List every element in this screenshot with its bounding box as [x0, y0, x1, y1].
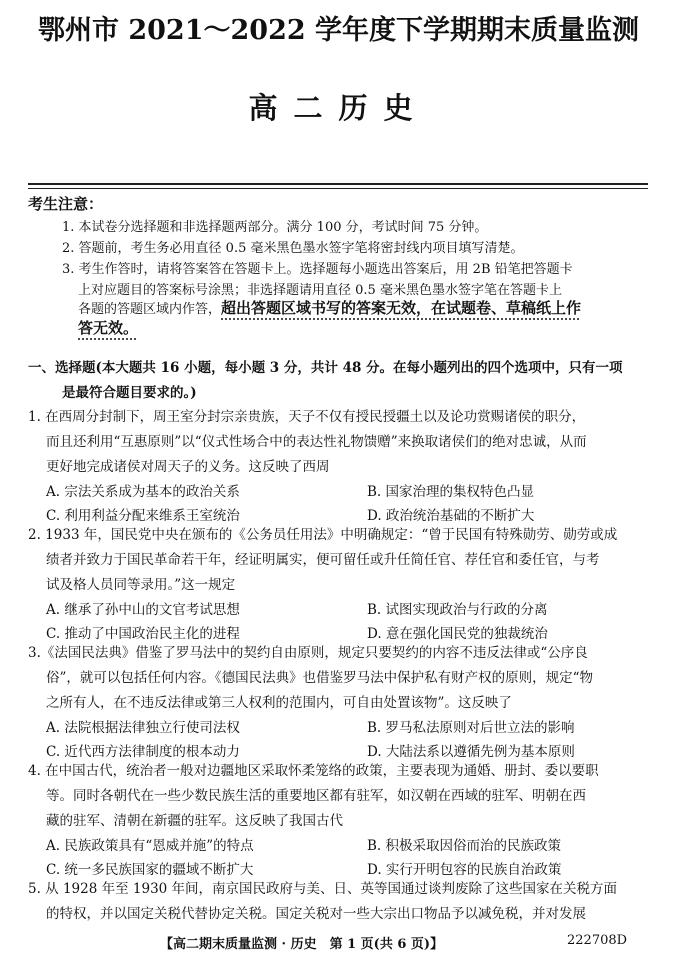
notice-item-3: 3. 考生作答时，请将答案答在答题卡上。选择题每小题选出答案后，用 2B 铅笔把答题卡: [62, 262, 573, 277]
question-1-option-c[interactable]: C. 利用利益分配来维系王室统治: [46, 508, 240, 524]
notice-item-1: 1. 本试卷分选择题和非选择题两部分。满分 100 分，考试时间 75 分钟。: [62, 220, 488, 235]
question-3-line-1: 3.《法国民法典》借鉴了罗马法中的契约自由原则，规定只要契约的内容不违反法律或“公序良: [28, 645, 588, 661]
question-2-option-b[interactable]: B. 试图实现政治与行政的分离: [367, 602, 548, 618]
question-1-option-d[interactable]: D. 政治统治基础的不断扩大: [367, 508, 535, 524]
question-1-line-2: 而且还利用“互惠原则”以“仪式性场合中的表达性礼物馈赠”来换取诸侯们的绝对忠诚，从而: [46, 434, 587, 450]
question-2-option-a[interactable]: A. 继承了孙中山的文官考试思想: [46, 602, 240, 618]
question-2-line-3: 试及格人员同等录用。”这一规定: [46, 577, 236, 593]
question-4-option-a[interactable]: A. 民族政策具有“恩威并施”的特点: [46, 838, 254, 854]
footer-page-info: 【高二期末质量监测 · 历史 第 1 页(共 6 页)】: [160, 937, 444, 952]
question-1-line-3: 更好地完成诸侯对周天子的义务。这反映了西周: [46, 459, 330, 475]
question-2-line-1: 2. 1933 年，国民党中央在颁布的《公务员任用法》中明确规定：“曾于民国有特殊勋劳、勋劳或成: [28, 527, 618, 543]
notice-item-3-line2: 上对应题目的答案标号涂黑；非选择题请用直径 0.5 毫米黑色墨水签字笔在答题卡上: [78, 283, 562, 298]
question-4-option-d[interactable]: D. 实行开明包容的民族自治政策: [367, 862, 562, 878]
question-1-line-1: 1. 在西周分封制下，周王室分封宗亲贵族，天子不仅有授民授疆土以及论功赏赐诸侯的职分，: [28, 409, 586, 425]
question-1-option-a[interactable]: A. 宗法关系成为基本的政治关系: [46, 484, 240, 500]
question-3-line-3: 之所有人，在不违反法律或第三人权利的范围内，可自由处置该物”。这反映了: [46, 695, 512, 711]
notice-item-3-line3-start: 各题的答题区域内作答，: [78, 302, 222, 317]
question-2-line-2: 绩者并致力于国民革命若干年，经证明属实，便可留任或升任简任官、荐任官和委任官，与考: [46, 552, 600, 568]
question-3-option-c[interactable]: C. 近代西方法律制度的根本动力: [46, 744, 240, 760]
notice-emphasis: 超出答题区域书写的答案无效，在试题卷、草稿纸上作: [221, 299, 582, 317]
question-4-line-1: 4. 在中国古代，统治者一般对边疆地区采取怀柔笼络的政策，主要表现为通婚、册封、委以要职: [28, 763, 599, 779]
question-3-option-a[interactable]: A. 法院根据法律独立行使司法权: [46, 720, 240, 736]
notice-emphasis-end: 答无效。: [78, 319, 139, 337]
question-4-option-c[interactable]: C. 统一多民族国家的疆域不断扩大: [46, 862, 254, 878]
divider-thick: [28, 183, 648, 185]
question-3-option-b[interactable]: B. 罗马私法原则对后世立法的影响: [367, 720, 575, 736]
exam-title: 鄂州市 2021～2022 学年度下学期期末质量监测: [37, 15, 640, 46]
section-heading: 一、选择题(本大题共 16 小题，每小题 3 分，共计 48 分。在每小题列出的四个选项中，只有一项: [28, 360, 623, 376]
notice-heading: 考生注意：: [28, 195, 104, 213]
section-heading-line2: 是最符合题目要求的。): [62, 385, 197, 401]
divider-thin: [28, 188, 648, 189]
notice-item-2: 2. 答题前，考生务必用直径 0.5 毫米黑色墨水签字笔将密封线内项目填写清楚。: [62, 241, 524, 256]
footer-code: 222708D: [567, 933, 628, 948]
notice-item-3-line4: [78, 318, 677, 340]
question-2-option-d[interactable]: D. 意在强化国民党的独裁统治: [367, 626, 548, 642]
question-1-option-b[interactable]: B. 国家治理的集权特色凸显: [367, 484, 535, 500]
question-5-line-2: 的特权，并以国定关税代替协定关税。国定关税对一些大宗出口物品予以减免税，并对发展: [46, 906, 586, 922]
question-3-option-d[interactable]: D. 大陆法系以遵循先例为基本原则: [367, 744, 575, 760]
question-5-line-1: 5. 从 1928 年至 1930 年间，南京国民政府与美、日、英等国通过谈判废除了这些国家在关税方面: [28, 881, 618, 897]
question-4-line-2: 等。同时各朝代在一些少数民族生活的重要地区都有驻军，如汉朝在西域的驻军、明朝在西: [46, 788, 586, 804]
question-3-line-2: 俗”，就可以包括任何内容。《德国民法典》也借鉴罗马法中保护私有财产权的原则，规定“物: [46, 670, 594, 686]
question-4-line-3: 藏的驻军、清朝在新疆的驻军。这反映了我国古代: [46, 813, 343, 829]
notice-item-3-line3: [78, 298, 677, 320]
question-2-option-c[interactable]: C. 推动了中国政治民主化的进程: [46, 626, 240, 642]
subject-title: 高二历史: [248, 91, 429, 125]
question-4-option-b[interactable]: B. 积极采取因俗而治的民族政策: [367, 838, 562, 854]
